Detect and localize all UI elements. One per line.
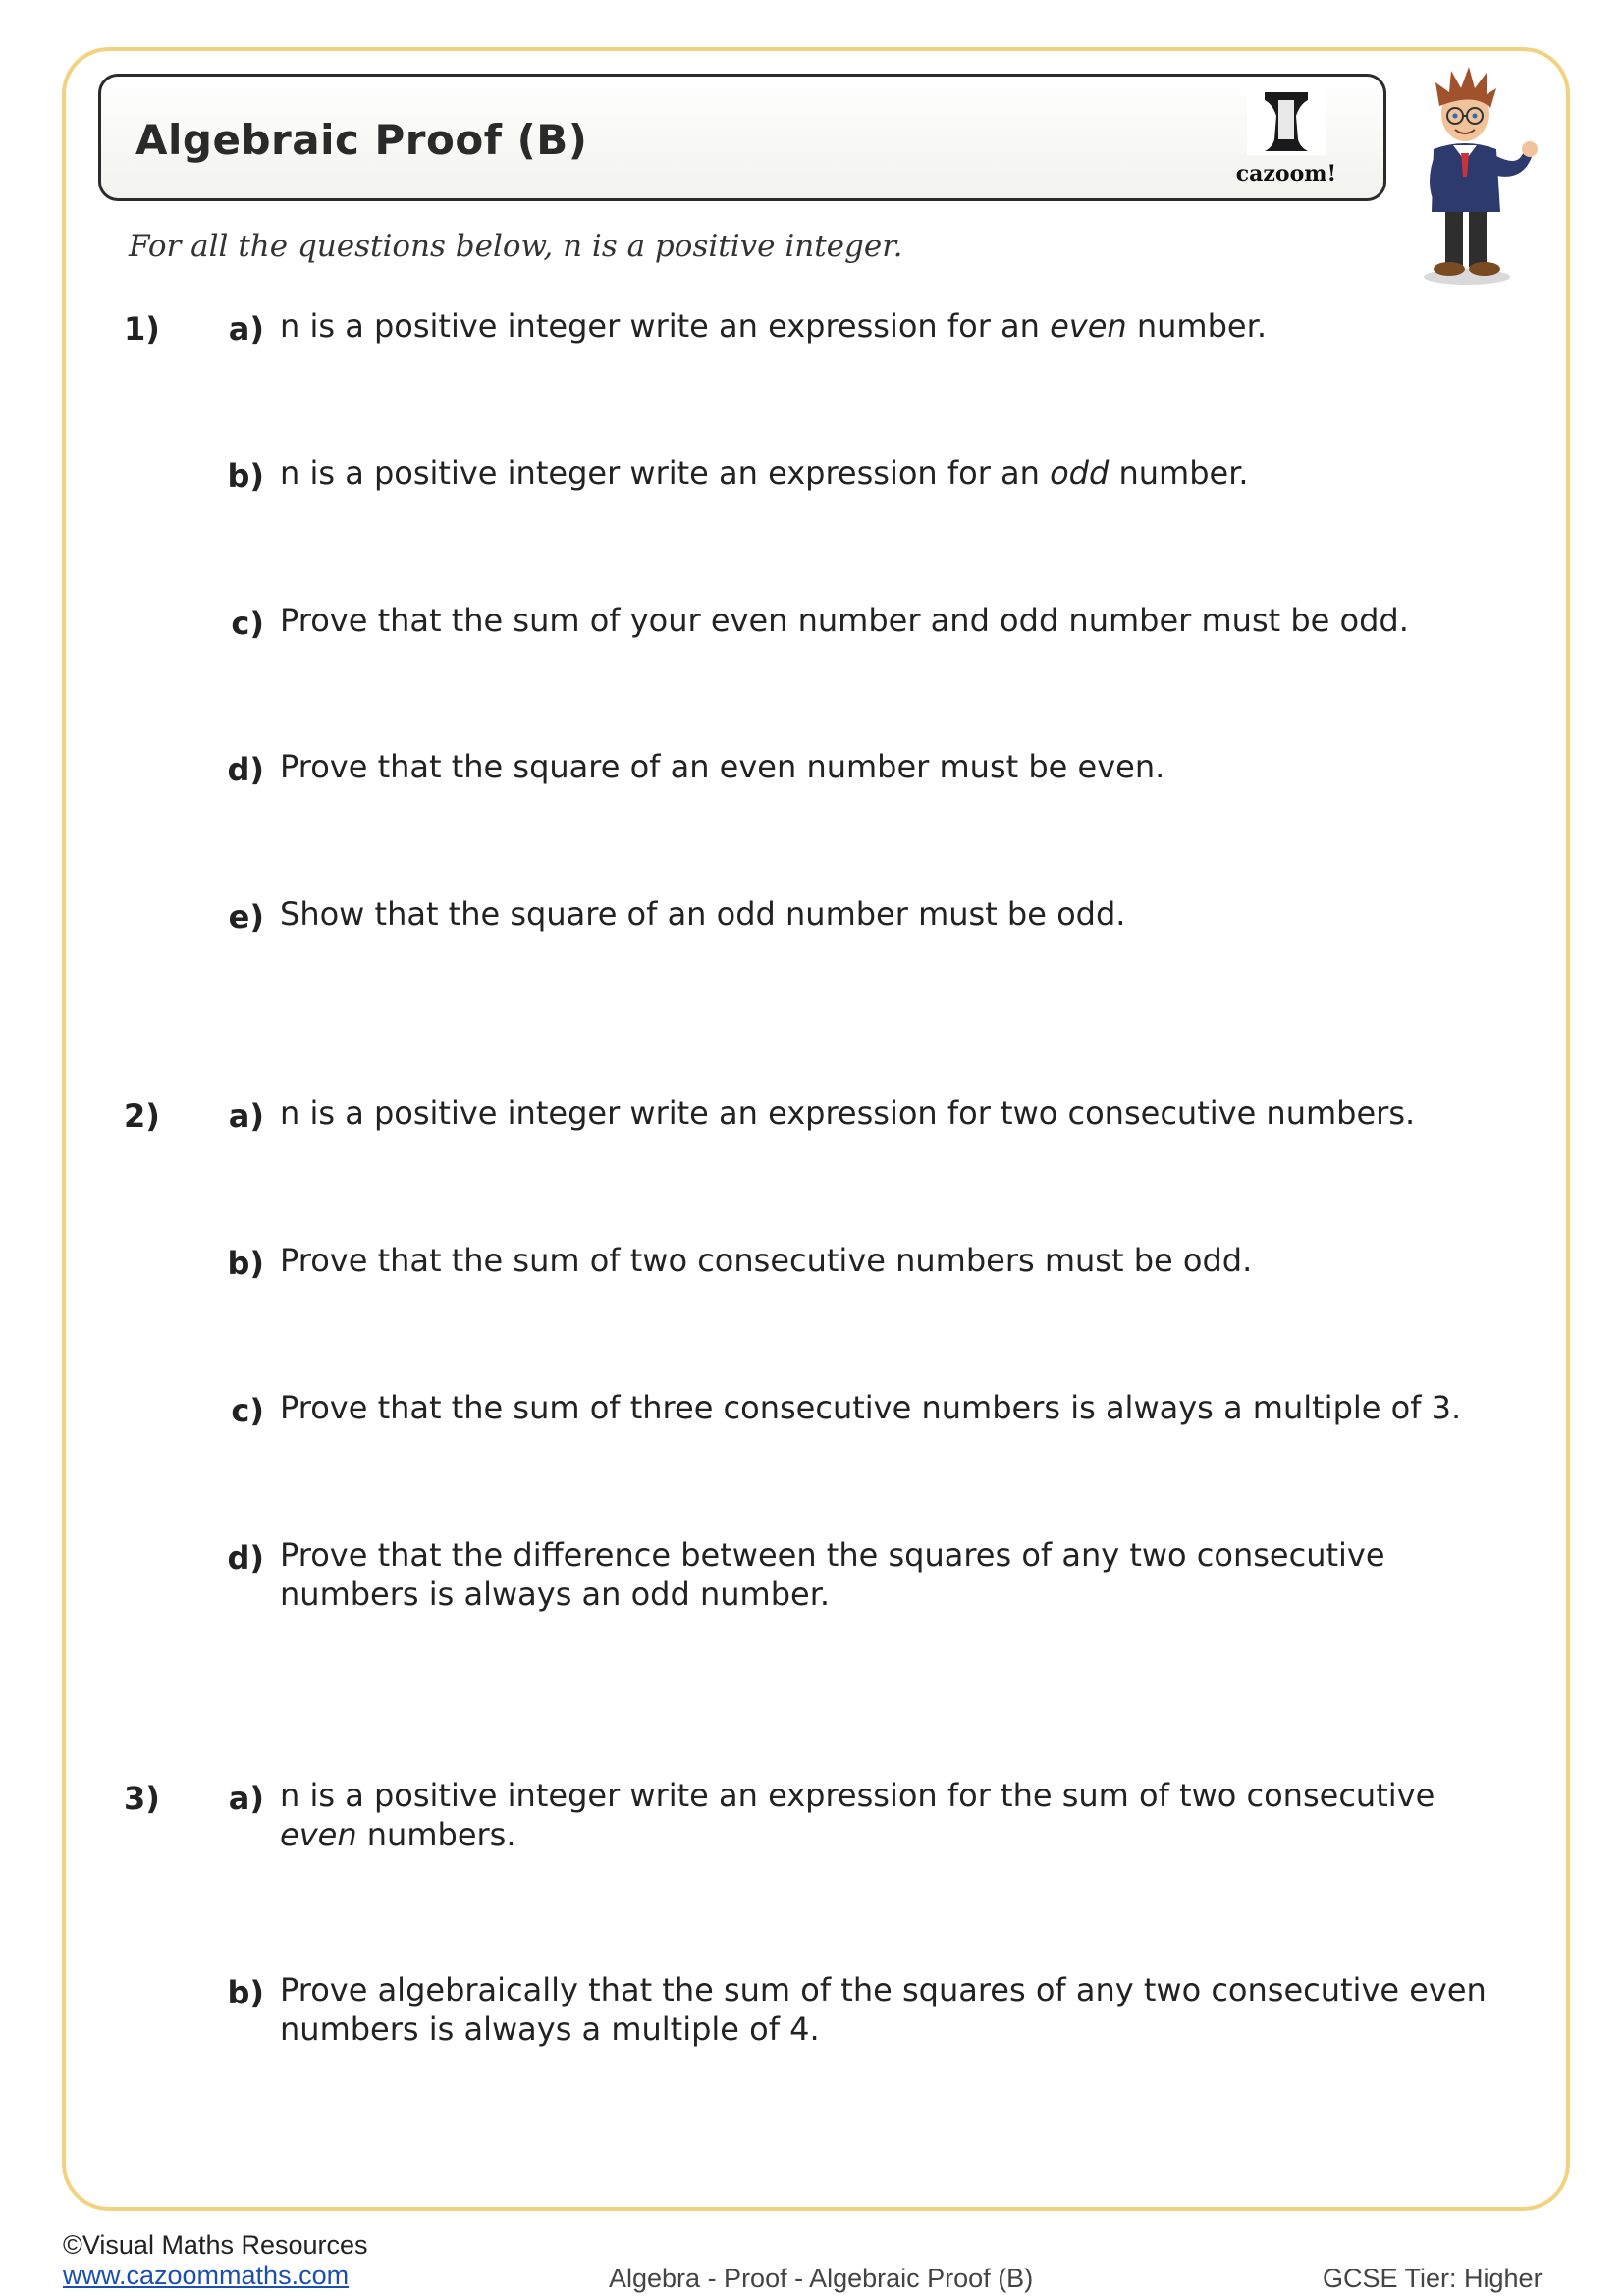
part-label: c) <box>231 1392 264 1429</box>
footer-topic: Algebra - Proof - Algebraic Proof (B) <box>609 2264 1034 2293</box>
part-text <box>280 747 1517 786</box>
text-segment: Prove algebraically that the sum of the squares of any two consecutive even numbers is always a multiple of 4. <box>280 1971 1487 2048</box>
part-text <box>280 1776 1497 1854</box>
part-text <box>280 1388 1517 1427</box>
part-label: a) <box>228 1780 264 1817</box>
part-text <box>280 1535 1399 1614</box>
footer-tier: GCSE Tier: Higher <box>1323 2264 1543 2293</box>
emphasized-word: even <box>280 1816 357 1853</box>
question-number: 2) <box>124 1097 160 1135</box>
part-label: b) <box>227 1245 264 1282</box>
part-label: d) <box>227 1539 264 1576</box>
text-segment: Prove that the difference between the squares of any two consecutive numbers is always an odd number. <box>280 1536 1385 1613</box>
question-number: 1) <box>124 310 160 347</box>
part-text <box>280 894 1517 934</box>
text-segment: n is a positive integer write an expression for an <box>280 454 1051 492</box>
part-label: b) <box>227 1974 264 2011</box>
text-segment: n is a positive integer write an expression for the sum of two consecutive <box>280 1777 1435 1814</box>
part-label: a) <box>228 1097 264 1135</box>
intro-instruction: For all the questions below, n is a positive integer. <box>129 229 903 264</box>
text-segment: n is a positive integer write an expression for two consecutive numbers. <box>280 1095 1416 1132</box>
text-segment: number. <box>1109 454 1249 492</box>
part-text <box>280 1241 1517 1280</box>
text-segment: Prove that the sum of three consecutive numbers is always a multiple of 3. <box>280 1389 1462 1426</box>
part-label: c) <box>231 605 264 642</box>
emphasized-word: even <box>1050 307 1127 345</box>
footer-copyright: ©Visual Maths Resources <box>63 2230 368 2260</box>
text-segment: numbers. <box>356 1816 516 1853</box>
part-text <box>280 601 1517 640</box>
text-segment: Prove that the sum of your even number and odd number must be odd. <box>280 602 1409 639</box>
title-box <box>98 74 1386 201</box>
part-label: d) <box>227 751 264 788</box>
footer-website-link[interactable]: www.cazoommaths.com <box>63 2261 350 2290</box>
text-segment: Prove that the sum of two consecutive numbers must be odd. <box>280 1242 1253 1279</box>
cazoom-logo <box>1225 82 1347 190</box>
emphasized-word: odd <box>1050 454 1110 492</box>
part-text <box>280 1970 1497 2049</box>
logo-text: cazoom! <box>1235 161 1337 187</box>
mascot-illustration <box>1406 59 1543 287</box>
part-label: b) <box>227 457 264 495</box>
part-text <box>280 454 1517 493</box>
page-title: Algebraic Proof (B) <box>135 116 588 164</box>
text-segment: n is a positive integer write an expression for an <box>280 307 1051 345</box>
text-segment: Show that the square of an odd number must be odd. <box>280 895 1126 933</box>
question-number: 3) <box>124 1780 160 1817</box>
part-label: a) <box>228 310 264 347</box>
part-label: e) <box>228 898 264 935</box>
part-text <box>280 1094 1517 1133</box>
part-text <box>280 306 1517 346</box>
logo-figure-icon <box>1225 82 1347 161</box>
text-segment: Prove that the square of an even number must be even. <box>280 748 1165 785</box>
text-segment: number. <box>1126 307 1267 345</box>
